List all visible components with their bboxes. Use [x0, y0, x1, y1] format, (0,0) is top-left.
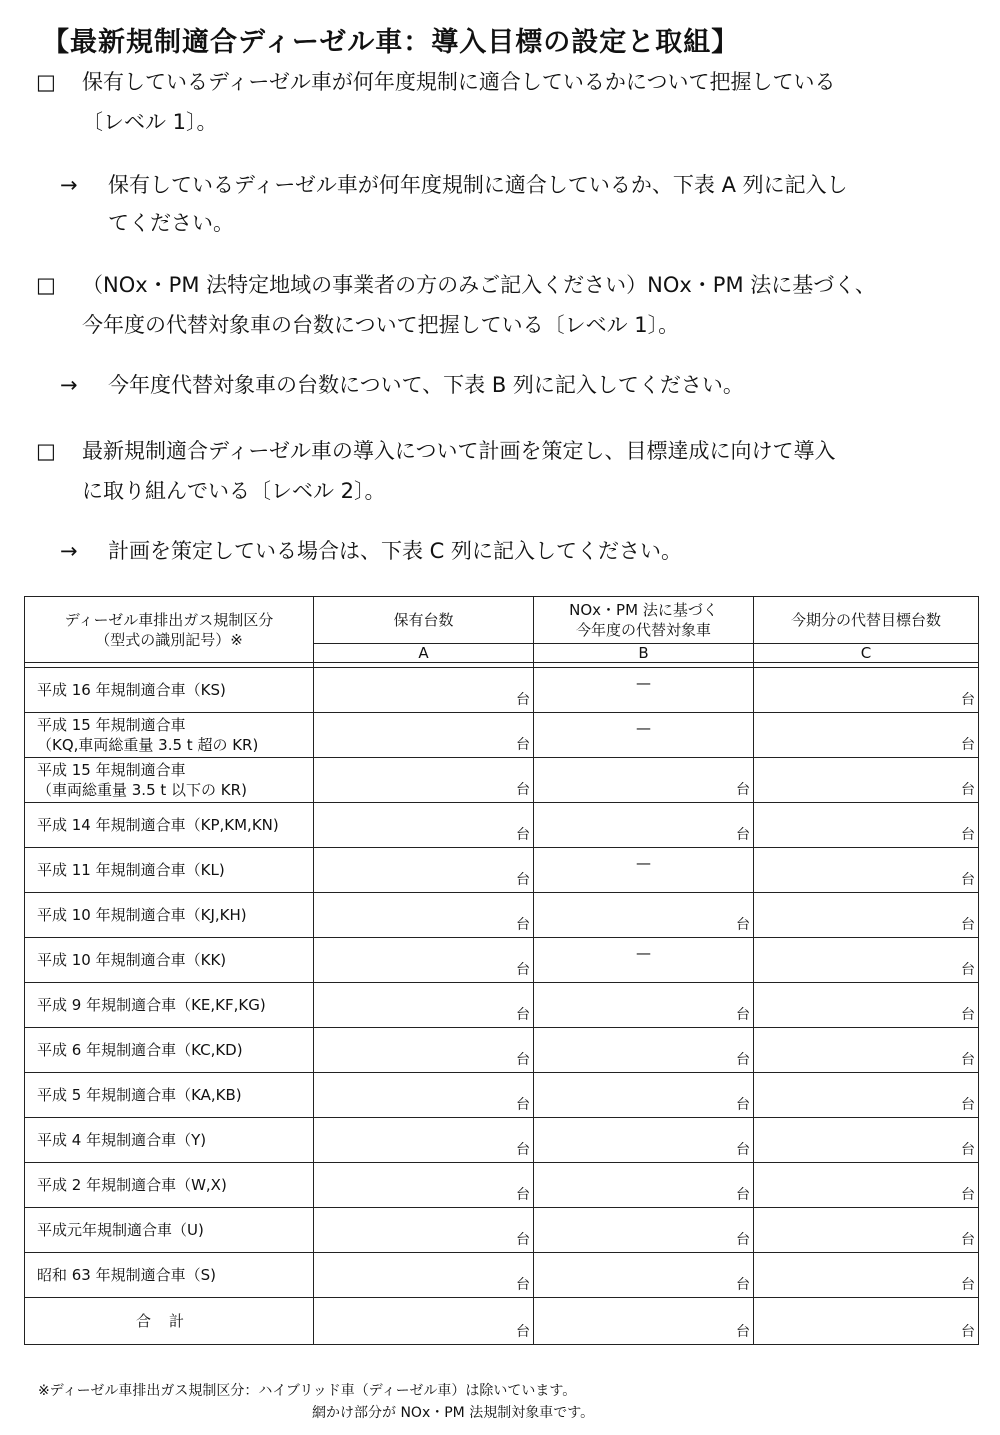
unit-label: 台	[736, 827, 750, 843]
cell-b-replacement	[534, 668, 754, 713]
unit-label: 台	[736, 782, 750, 798]
cell-a-holdings[interactable]	[314, 938, 534, 983]
unit-label: 台	[736, 917, 750, 933]
unit-label: 台	[516, 1187, 530, 1203]
cell-c-target[interactable]	[754, 1163, 979, 1208]
header-col-a-label: 保有台数	[393, 611, 454, 629]
checkbox-icon[interactable]: □	[36, 439, 56, 463]
cell-a-holdings[interactable]	[314, 848, 534, 893]
header-letter-b: B	[534, 644, 754, 663]
cell-b-replacement[interactable]	[534, 1208, 754, 1253]
cell-c-target[interactable]	[754, 1253, 979, 1298]
cell-a-holdings[interactable]	[314, 1253, 534, 1298]
table-row	[25, 1163, 979, 1208]
unit-label: 台	[516, 827, 530, 843]
cell-a-holdings[interactable]	[314, 713, 534, 758]
table-row	[25, 1118, 979, 1163]
cell-b-replacement[interactable]	[534, 1028, 754, 1073]
row-category-line1: 平成 5 年規制適合車（KA,KB)	[37, 1086, 242, 1104]
cell-c-target[interactable]	[754, 893, 979, 938]
row-category	[25, 938, 314, 983]
header-col-a	[314, 597, 534, 644]
row-category-line1: 昭和 63 年規制適合車（S)	[37, 1266, 216, 1284]
unit-label: 台	[516, 962, 530, 978]
row-category-line1: 平成 4 年規制適合車（Y)	[37, 1131, 207, 1149]
table-row	[25, 1028, 979, 1073]
cell-a-holdings[interactable]	[314, 1028, 534, 1073]
table-row	[25, 1073, 979, 1118]
header-col-c	[754, 597, 979, 644]
row-category	[25, 1163, 314, 1208]
cell-c-target[interactable]	[754, 1118, 979, 1163]
cell-c-total[interactable]	[754, 1298, 979, 1345]
row-category	[25, 848, 314, 893]
row-category-line1: 平成 9 年規制適合車（KE,KF,KG)	[37, 996, 266, 1014]
unit-label: 台	[516, 1097, 530, 1113]
footnote-2: 網かけ部分が NOx・PM 法規制対象車です。	[312, 1405, 595, 1421]
row-category-line1: 平成 2 年規制適合車（W,X)	[37, 1176, 227, 1194]
cell-a-holdings[interactable]	[314, 1118, 534, 1163]
unit-label: 台	[961, 917, 975, 933]
unit-label: 台	[736, 1097, 750, 1113]
cell-a-holdings[interactable]	[314, 668, 534, 713]
table-row	[25, 893, 979, 938]
not-applicable-dash: —	[636, 719, 651, 737]
arrow-icon: →	[60, 539, 78, 563]
row-category	[25, 1208, 314, 1253]
cell-c-target[interactable]	[754, 1073, 979, 1118]
instruction-text-line2: てください。	[108, 211, 234, 235]
table-row	[25, 938, 979, 983]
cell-a-holdings[interactable]	[314, 1208, 534, 1253]
row-category-line1: 平成 6 年規制適合車（KC,KD)	[37, 1041, 243, 1059]
cell-a-holdings[interactable]	[314, 983, 534, 1028]
row-category	[25, 1028, 314, 1073]
cell-a-holdings[interactable]	[314, 893, 534, 938]
cell-a-holdings[interactable]	[314, 1073, 534, 1118]
unit-label: 台	[961, 1277, 975, 1293]
cell-c-target[interactable]	[754, 713, 979, 758]
row-category	[25, 1073, 314, 1118]
item-text-line2: 今年度の代替対象車の台数について把握している〔レベル 1〕。	[82, 313, 680, 337]
unit-label: 台	[516, 1277, 530, 1293]
cell-a-holdings[interactable]	[314, 758, 534, 803]
arrow-icon: →	[60, 373, 78, 397]
instruction-text-line1: 今年度代替対象車の台数について、下表 B 列に記入してください。	[108, 373, 744, 397]
cell-b-replacement[interactable]	[534, 893, 754, 938]
table-row	[25, 803, 979, 848]
unit-label: 台	[961, 1187, 975, 1203]
table-row	[25, 1208, 979, 1253]
row-category	[25, 668, 314, 713]
cell-a-total[interactable]	[314, 1298, 534, 1345]
row-category-line1: 平成 16 年規制適合車（KS)	[37, 681, 226, 699]
cell-c-target[interactable]	[754, 848, 979, 893]
header-letter-a: A	[314, 644, 534, 663]
unit-label: 台	[961, 1232, 975, 1248]
total-label: 合計	[25, 1298, 314, 1345]
vehicle-table	[24, 596, 979, 1345]
unit-label: 台	[736, 1052, 750, 1068]
unit-label: 台	[516, 917, 530, 933]
cell-c-target[interactable]	[754, 758, 979, 803]
unit-label: 台	[961, 827, 975, 843]
row-category-line1: 平成元年規制適合車（U)	[37, 1221, 204, 1239]
row-category	[25, 758, 314, 803]
unit-label: 台	[961, 1142, 975, 1158]
unit-label: 台	[961, 1324, 975, 1340]
header-col-b-line2: 今年度の代替対象車	[575, 621, 711, 639]
cell-c-target[interactable]	[754, 1208, 979, 1253]
footnote-1: ※ディーゼル車排出ガス規制区分：ハイブリッド車（ディーゼル車）は除いています。	[38, 1383, 577, 1399]
cell-c-target[interactable]	[754, 668, 979, 713]
unit-label: 台	[961, 692, 975, 708]
header-letter-c: C	[754, 644, 979, 663]
unit-label: 台	[516, 1142, 530, 1158]
item-text-line2: 〔レベル 1〕。	[82, 110, 218, 134]
row-category	[25, 893, 314, 938]
cell-c-target[interactable]	[754, 1028, 979, 1073]
cell-b-total[interactable]	[534, 1298, 754, 1345]
row-category-line1: 平成 11 年規制適合車（KL)	[37, 861, 225, 879]
cell-c-target[interactable]	[754, 803, 979, 848]
row-category-line2: （KQ,車両総重量 3.5 t 超の KR)	[37, 736, 259, 754]
row-category-line1: 平成 10 年規制適合車（KK)	[37, 951, 227, 969]
unit-label: 台	[961, 1097, 975, 1113]
not-applicable-dash: —	[636, 944, 651, 962]
cell-b-replacement[interactable]	[534, 803, 754, 848]
row-category-line1: 平成 15 年規制適合車	[37, 761, 186, 779]
cell-a-holdings[interactable]	[314, 803, 534, 848]
unit-label: 台	[516, 1007, 530, 1023]
cell-b-replacement	[534, 938, 754, 983]
table-row	[25, 983, 979, 1028]
header-col-b	[534, 597, 754, 644]
header-category-line1: ディーゼル車排出ガス規制区分	[64, 610, 274, 629]
cell-b-replacement[interactable]	[534, 983, 754, 1028]
unit-label: 台	[736, 1142, 750, 1158]
cell-b-replacement[interactable]	[534, 1118, 754, 1163]
unit-label: 台	[961, 737, 975, 753]
header-col-b-line1: NOx・PM 法に基づく	[569, 601, 718, 619]
item-text-line1: （NOx・PM 法特定地域の事業者の方のみご記入ください）NOx・PM 法に基づく、	[82, 273, 876, 297]
unit-label: 台	[516, 782, 530, 798]
row-category-line1: 平成 14 年規制適合車（KP,KM,KN)	[37, 816, 279, 834]
not-applicable-dash: —	[636, 674, 651, 692]
unit-label: 台	[516, 692, 530, 708]
table-row	[25, 848, 979, 893]
unit-label: 台	[736, 1187, 750, 1203]
cell-b-replacement[interactable]	[534, 1163, 754, 1208]
unit-label: 台	[961, 872, 975, 888]
total-row	[25, 1298, 979, 1345]
cell-c-target[interactable]	[754, 983, 979, 1028]
unit-label: 台	[961, 962, 975, 978]
row-category	[25, 803, 314, 848]
item-text-line1: 保有しているディーゼル車が何年度規制に適合しているかについて把握している	[82, 70, 836, 94]
table-row	[25, 1253, 979, 1298]
cell-a-holdings[interactable]	[314, 1163, 534, 1208]
unit-label: 台	[516, 1052, 530, 1068]
item-text-line1: 最新規制適合ディーゼル車の導入について計画を策定し、目標達成に向けて導入	[82, 439, 836, 463]
unit-label: 台	[736, 1007, 750, 1023]
unit-label: 台	[736, 1232, 750, 1248]
unit-label: 台	[516, 1324, 530, 1340]
cell-b-replacement[interactable]	[534, 1073, 754, 1118]
unit-label: 台	[516, 737, 530, 753]
cell-b-replacement	[534, 848, 754, 893]
cell-c-target[interactable]	[754, 938, 979, 983]
unit-label: 台	[516, 872, 530, 888]
checkbox-icon[interactable]: □	[36, 70, 56, 94]
table-row	[25, 758, 979, 803]
row-category	[25, 983, 314, 1028]
unit-label: 台	[516, 1232, 530, 1248]
header-category-line2: （型式の識別記号）※	[95, 630, 243, 649]
instruction-text-line1: 保有しているディーゼル車が何年度規制に適合しているか、下表 A 列に記入し	[108, 173, 848, 197]
checkbox-icon[interactable]: □	[36, 273, 56, 297]
unit-label: 台	[961, 1052, 975, 1068]
cell-b-replacement	[534, 713, 754, 758]
item-text-line2: に取り組んでいる〔レベル 2〕。	[82, 479, 386, 503]
cell-b-replacement[interactable]	[534, 758, 754, 803]
unit-label: 台	[961, 1007, 975, 1023]
table-row	[25, 713, 979, 758]
instruction-text-line1: 計画を策定している場合は、下表 C 列に記入してください。	[108, 539, 683, 563]
row-category	[25, 713, 314, 758]
row-category-line2: （車両総重量 3.5 t 以下の KR)	[37, 781, 247, 799]
cell-b-replacement[interactable]	[534, 1253, 754, 1298]
page-title: 【最新規制適合ディーゼル車：導入目標の設定と取組】	[42, 27, 740, 58]
unit-label: 台	[736, 1324, 750, 1340]
row-category	[25, 1253, 314, 1298]
unit-label: 台	[736, 1277, 750, 1293]
header-category	[25, 597, 314, 663]
row-category-line1: 平成 10 年規制適合車（KJ,KH)	[37, 906, 247, 924]
header-col-c-label: 今期分の代替目標台数	[790, 611, 941, 629]
arrow-icon: →	[60, 173, 78, 197]
table-row	[25, 668, 979, 713]
unit-label: 台	[961, 782, 975, 798]
row-category	[25, 1118, 314, 1163]
not-applicable-dash: —	[636, 854, 651, 872]
row-category-line1: 平成 15 年規制適合車	[37, 716, 186, 734]
